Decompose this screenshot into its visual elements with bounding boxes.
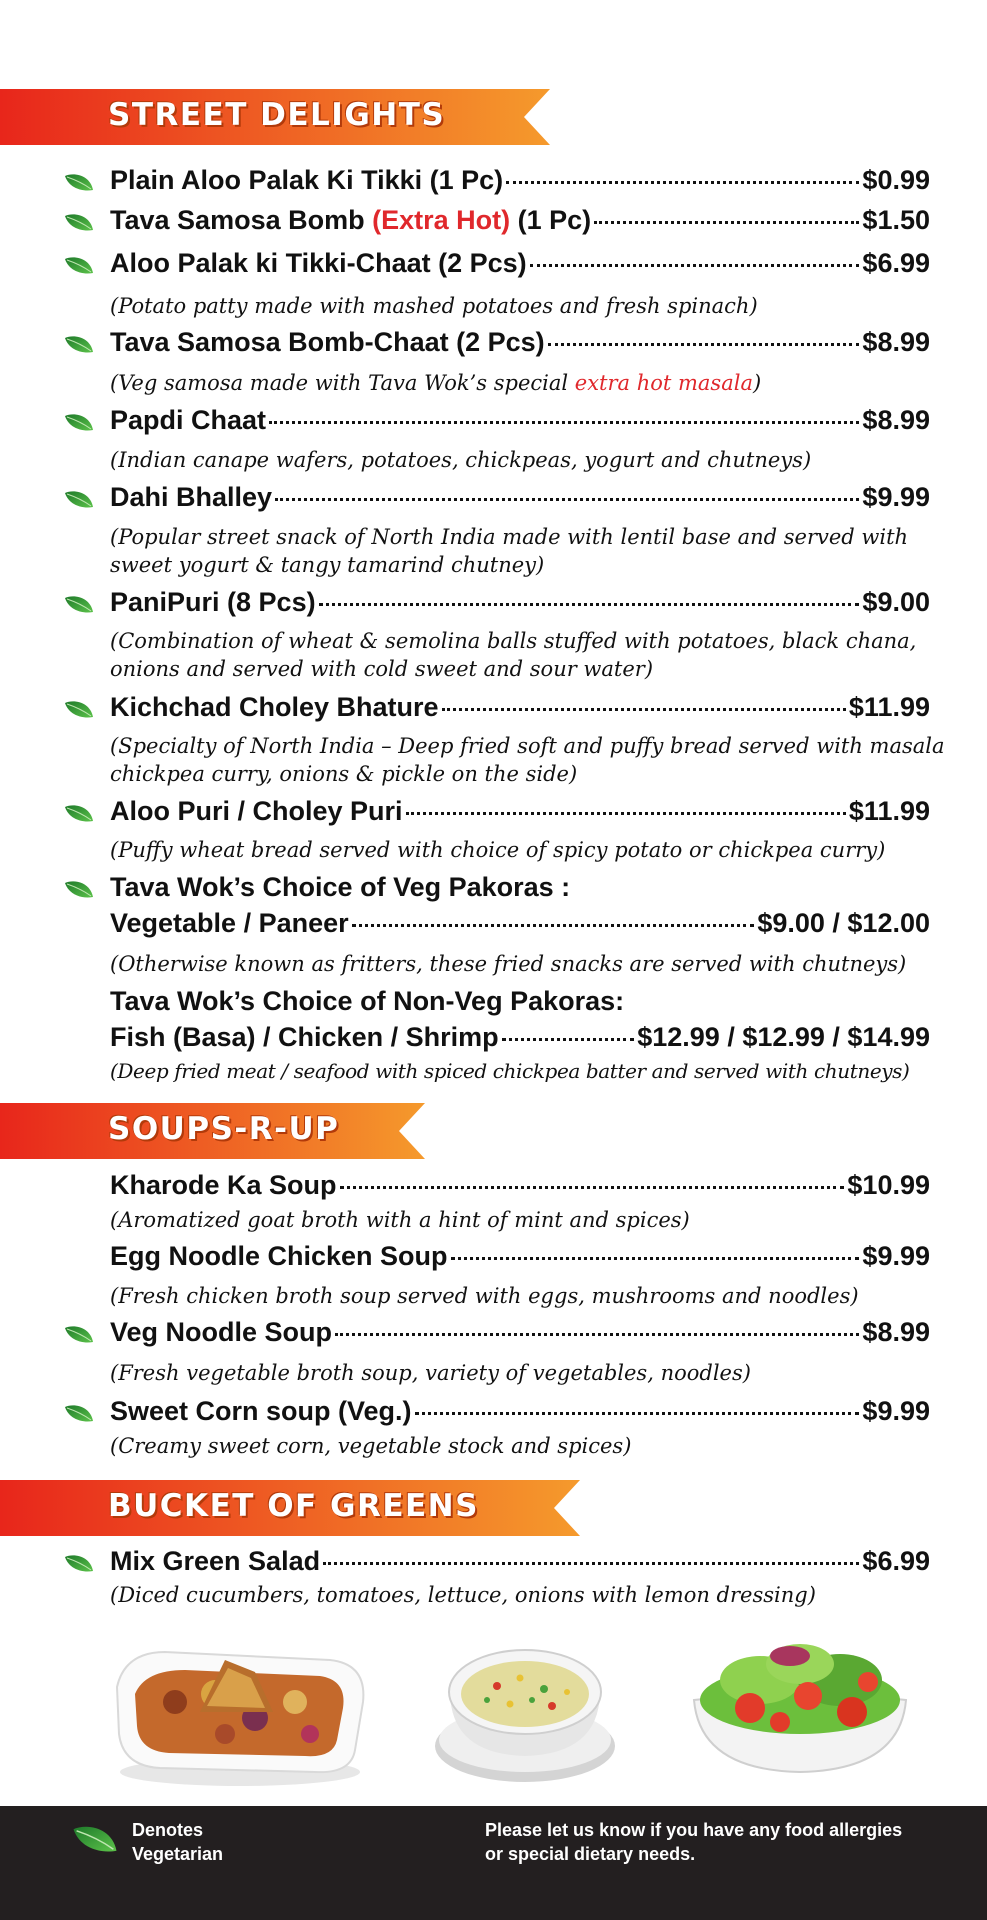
leaf-icon [64, 413, 94, 433]
leaf-icon [64, 1325, 94, 1345]
item-description: (Creamy sweet corn, vegetable stock and spices) [110, 1434, 632, 1458]
leaf-icon [64, 213, 94, 233]
item-description: (Specialty of North India – Deep fried soft and puffy bread served with masala chickpea curry, onions & pickle on the side) [110, 734, 945, 786]
item-description: (Otherwise known as fritters, these fried snacks are served with chutneys) [110, 952, 907, 976]
menu-item-egg-noodle-soup: Egg Noodle Chicken Soup $9.99 [110, 1241, 930, 1271]
leaf-icon [64, 335, 94, 355]
menu-item-aloo-tikki: Plain Aloo Palak Ki Tikki (1 Pc) $0.99 [110, 165, 930, 195]
menu-item-samosa-chaat: Tava Samosa Bomb-Chaat (2 Pcs) $8.99 [110, 327, 930, 357]
leaf-icon [64, 700, 94, 720]
leaf-icon [64, 1404, 94, 1424]
vegetarian-legend: Denotes Vegetarian [132, 1820, 224, 1864]
non-veg-pakoras-heading: Tava Wok’s Choice of Non-Veg Pakoras: [110, 986, 625, 1016]
section-title-soups: SOUPS-R-UP [108, 1111, 340, 1147]
section-title-street: STREET DELIGHTS [108, 97, 446, 133]
menu-item-choley-bhature: Kichchad Choley Bhature $11.99 [110, 692, 930, 722]
extra-hot-label: (Extra Hot) [372, 205, 511, 235]
item-description: (Deep fried meat / seafood with spiced chickpea batter and served with chutneys) [110, 1059, 910, 1083]
item-description: (Fresh chicken broth soup served with eggs, mushrooms and noodles) [110, 1284, 859, 1308]
item-description: (Aromatized goat broth with a hint of mint and spices) [110, 1208, 690, 1232]
leaf-icon [64, 595, 94, 615]
item-description: (Potato patty made with mashed potatoes and fresh spinach) [110, 294, 758, 318]
menu-item-non-veg-pakoras: Fish (Basa) / Chicken / Shrimp $12.99 / $12.99 / $14.99 [110, 1022, 930, 1052]
menu-item-sweet-corn-soup: Sweet Corn soup (Veg.) $9.99 [110, 1396, 930, 1426]
menu-item-kharode-soup: Kharode Ka Soup $10.99 [110, 1170, 930, 1200]
section-banner-soups [0, 1103, 425, 1159]
item-description: (Indian canape wafers, potatoes, chickpeas, yogurt and chutneys) [110, 448, 812, 472]
leaf-icon [64, 1554, 94, 1574]
salad-photo [690, 1630, 910, 1780]
chaat-photo [105, 1622, 375, 1792]
item-description: (Fresh vegetable broth soup, variety of vegetables, noodles) [110, 1361, 751, 1385]
menu-item-veg-pakoras: Vegetable / Paneer $9.00 / $12.00 [110, 908, 930, 938]
leaf-icon [64, 173, 94, 193]
item-description: (Puffy wheat bread served with choice of spicy potato or chickpea curry) [110, 838, 886, 862]
item-description: (Veg samosa made with Tava Wok’s special extra hot masala) [110, 371, 762, 395]
menu-item-tikki-chaat: Aloo Palak ki Tikki-Chaat (2 Pcs) $6.99 [110, 248, 930, 278]
menu-item-samosa-bomb: Tava Samosa Bomb (Extra Hot) (1 Pc) $1.50 [110, 205, 930, 235]
menu-item-panipuri: PaniPuri (8 Pcs) $9.00 [110, 587, 930, 617]
menu-item-papdi-chaat: Papdi Chaat $8.99 [110, 405, 930, 435]
leaf-icon [72, 1824, 118, 1856]
item-description: (Diced cucumbers, tomatoes, lettuce, onions with lemon dressing) [110, 1583, 816, 1607]
allergy-note: Please let us know if you have any food allergies or special dietary needs. [485, 1820, 903, 1864]
menu-item-mix-green-salad: Mix Green Salad $6.99 [110, 1546, 930, 1576]
veg-pakoras-heading: Tava Wok’s Choice of Veg Pakoras : [110, 872, 571, 902]
menu-item-dahi-bhalley: Dahi Bhalley $9.99 [110, 482, 930, 512]
leaf-icon [64, 256, 94, 276]
soup-photo [432, 1634, 618, 1790]
item-description: (Popular street snack of North India made with lentil base and served with sweet yogurt & tangy tamarind chutney) [110, 525, 909, 577]
section-title-greens: BUCKET OF GREENS [108, 1488, 479, 1524]
leaf-icon [64, 880, 94, 900]
footer-bar [0, 1806, 987, 1920]
menu-item-veg-noodle-soup: Veg Noodle Soup $8.99 [110, 1317, 930, 1347]
section-banner-greens [0, 1480, 580, 1536]
section-banner-street [0, 89, 550, 145]
leaf-icon [64, 804, 94, 824]
leaf-icon [64, 490, 94, 510]
menu-item-aloo-puri: Aloo Puri / Choley Puri $11.99 [110, 796, 930, 826]
item-description: (Combination of wheat & semolina balls stuffed with potatoes, black chana, onions and served with cold sweet and sour water) [110, 629, 917, 681]
